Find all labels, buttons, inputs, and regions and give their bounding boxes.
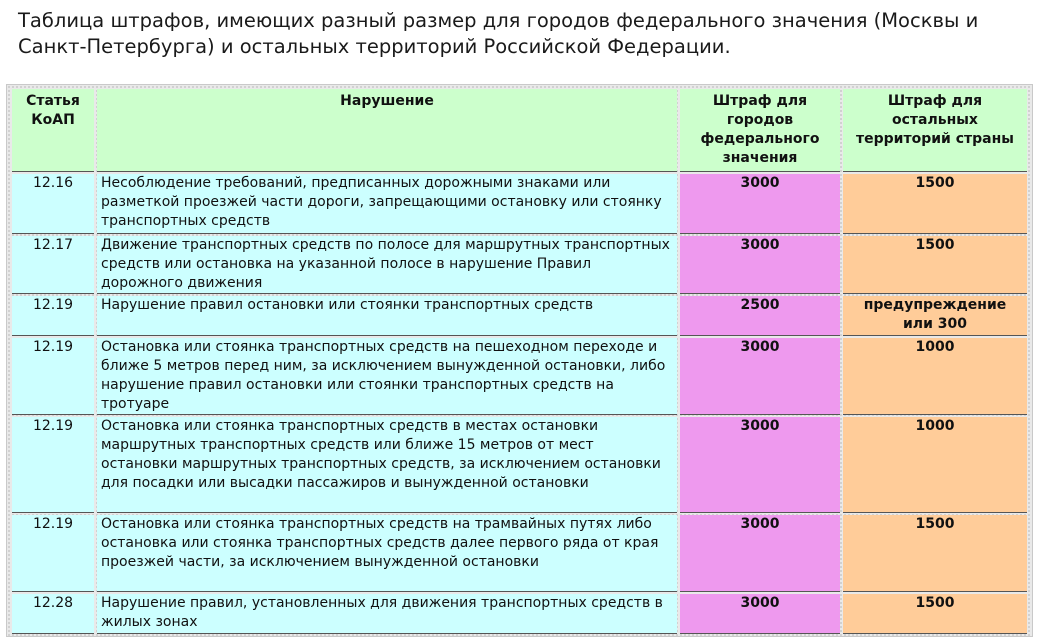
- table-row: [12, 594, 1027, 634]
- table-row: [12, 417, 1027, 513]
- table-row: [12, 236, 1027, 294]
- cell-fine-other: 1500: [843, 515, 1027, 592]
- header-violation: Нарушение: [97, 89, 677, 172]
- table-row: [12, 515, 1027, 592]
- cell-violation: Несоблюдение требований, предписанных дорожными знаками или разметкой проезжей части дороги, запрещающими остановку или стоянку транспортных средств: [97, 174, 677, 234]
- header-row: [12, 89, 1027, 172]
- cell-fine-federal: 3000: [680, 338, 840, 415]
- cell-violation: Нарушение правил, установленных для движения транспортных средств в жилых зонах: [97, 594, 677, 634]
- cell-violation: Остановка или стоянка транспортных средств в местах остановки маршрутных транспортных средств или ближе 15 метров от мест остановки маршрутных транспортных средств, за исключением остановки для посадки или высадки пассажиров и вынужденной остановки: [97, 417, 677, 513]
- fines-table: [9, 87, 1030, 636]
- cell-article: 12.19: [12, 417, 94, 513]
- table-row: [12, 296, 1027, 336]
- cell-fine-federal: 3000: [680, 594, 840, 634]
- cell-violation: Остановка или стоянка транспортных средств на пешеходном переходе и ближе 5 метров перед ним, за исключением вынужденной остановки, либо нарушение правил остановки или стоянки транспортных средств на тротуаре: [97, 338, 677, 415]
- cell-fine-federal: 3000: [680, 174, 840, 234]
- cell-fine-other: предупреждение или 300: [843, 296, 1027, 336]
- cell-fine-federal: 2500: [680, 296, 840, 336]
- page-title: Таблица штрафов, имеющих разный размер для городов федерального значения (Москвы и Санкт-Петербурга) и остальных территорий Российской Федерации.: [18, 9, 979, 58]
- header-article: Статья КоАП: [12, 89, 94, 172]
- cell-article: 12.19: [12, 338, 94, 415]
- cell-fine-other: 1000: [843, 417, 1027, 513]
- table-row: [12, 174, 1027, 234]
- table-header: [12, 89, 1027, 172]
- header-fine-other: Штраф для остальных территорий страны: [843, 89, 1027, 172]
- cell-fine-other: 1500: [843, 236, 1027, 294]
- cell-article: 12.19: [12, 515, 94, 592]
- cell-violation: Остановка или стоянка транспортных средств на трамвайных путях либо остановка или стоянка транспортных средств далее первого ряда от края проезжей части, за исключением вынужденной остановки: [97, 515, 677, 592]
- cell-article: 12.28: [12, 594, 94, 634]
- cell-fine-federal: 3000: [680, 417, 840, 513]
- cell-violation: Движение транспортных средств по полосе для маршрутных транспортных средств или остановка на указанной полосе в нарушение Правил дорожного движения: [97, 236, 677, 294]
- cell-article: 12.19: [12, 296, 94, 336]
- table-row: [12, 338, 1027, 415]
- cell-article: 12.17: [12, 236, 94, 294]
- cell-fine-other: 1500: [843, 174, 1027, 234]
- header-fine-federal: Штраф для городов федерального значения: [680, 89, 840, 172]
- cell-article: 12.16: [12, 174, 94, 234]
- cell-violation: Нарушение правил остановки или стоянки транспортных средств: [97, 296, 677, 336]
- cell-fine-other: 1500: [843, 594, 1027, 634]
- cell-fine-other: 1000: [843, 338, 1027, 415]
- cell-fine-federal: 3000: [680, 515, 840, 592]
- table-body: [12, 174, 1027, 634]
- cell-fine-federal: 3000: [680, 236, 840, 294]
